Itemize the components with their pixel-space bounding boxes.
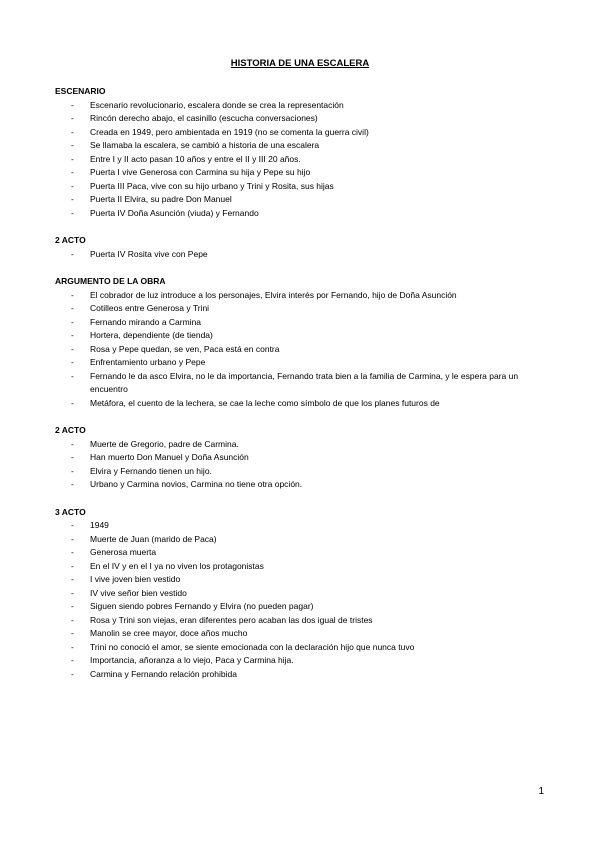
list-item <box>55 316 545 330</box>
list-item-text: Han muerto Don Manuel y Doña Asunción <box>90 452 249 462</box>
bullet-dash: - <box>71 438 74 449</box>
section-heading: 2 ACTO <box>55 235 86 245</box>
bullet-dash: - <box>71 303 74 313</box>
list-item <box>55 654 545 668</box>
bullet-dash: - <box>71 614 74 625</box>
bullet-list <box>55 99 545 221</box>
bullet-dash: - <box>71 668 74 679</box>
list-item-text: Rincón derecho abajo, el casinillo (escucha conversaciones) <box>90 113 318 123</box>
list-item-text: Elvira y Fernando tienen un hijo. <box>90 465 212 476</box>
list-item-text: Generosa muerta <box>90 547 157 557</box>
list-item <box>55 153 545 167</box>
bullet-list <box>55 519 545 681</box>
list-item <box>55 438 545 452</box>
bullet-dash: - <box>71 397 74 408</box>
list-item <box>55 478 545 492</box>
section <box>55 506 545 682</box>
list-item <box>55 573 545 587</box>
bullet-dash: - <box>71 655 74 665</box>
list-item-text: Escenario revolucionario, escalera donde se crea la representación <box>90 99 344 110</box>
bullet-dash: - <box>71 520 74 530</box>
bullet-dash: - <box>71 452 74 462</box>
list-item-text: Enfrentamiento urbano y Pepe <box>90 357 206 367</box>
bullet-dash: - <box>71 343 74 354</box>
bullet-dash: - <box>71 140 74 150</box>
list-item <box>55 370 545 397</box>
list-item-text: Muerte de Juan (marido de Paca) <box>90 533 217 544</box>
list-item-text: Creada en 1949, pero ambientada en 1919 (no se comenta la guerra civil) <box>90 126 369 137</box>
bullet-dash: - <box>71 180 74 191</box>
section <box>55 275 545 410</box>
list-item <box>55 627 545 641</box>
list-item-text: Metáfora, el cuento de la lechera, se cae la leche como símbolo de que los planes futuros de <box>90 397 440 408</box>
list-item <box>55 126 545 140</box>
list-item-text: Carmina y Fernando relación prohibida <box>90 668 237 679</box>
bullet-dash: - <box>71 547 74 557</box>
list-item-text: Rosa y Trini son viejas, eran diferentes pero acaban las dos igual de tristes <box>90 614 373 625</box>
list-item <box>55 166 545 180</box>
bullet-dash: - <box>71 289 74 300</box>
bullet-list <box>55 438 545 492</box>
bullet-dash: - <box>71 601 74 611</box>
list-item <box>55 99 545 113</box>
bullet-dash: - <box>71 113 74 123</box>
list-item-text: Importancia, añoranza a lo viejo, Paca y Carmina hija. <box>90 655 294 665</box>
bullet-dash: - <box>71 330 74 340</box>
bullet-dash: - <box>71 357 74 367</box>
list-item-text: Puerta I vive Generosa con Carmina su hija y Pepe su hijo <box>90 167 311 177</box>
bullet-dash: - <box>71 465 74 476</box>
section <box>55 85 545 220</box>
list-item <box>55 397 545 411</box>
bullet-dash: - <box>71 370 74 381</box>
list-item <box>55 614 545 628</box>
list-item-text: En el IV y en el I ya no viven los protagonistas <box>90 560 264 571</box>
list-item-text: Puerta III Paca, vive con su hijo urbano y Trini y Rosita, sus hijas <box>90 180 334 191</box>
list-item <box>55 533 545 547</box>
bullet-dash: - <box>71 560 74 571</box>
list-item-text: Rosa y Pepe quedan, se ven, Paca está en contra <box>90 343 280 354</box>
list-item-text: Fernando le da asco Elvira, no le da importancia, Fernando trata bien a la familia de Carmina, y le espera para un encuentro <box>90 370 519 394</box>
list-item <box>55 289 545 303</box>
list-item-text: 1949 <box>90 520 109 530</box>
bullet-dash: - <box>71 248 74 259</box>
list-item <box>55 546 545 560</box>
list-item <box>55 668 545 682</box>
bullet-dash: - <box>71 628 74 638</box>
list-item <box>55 600 545 614</box>
bullet-dash: - <box>71 167 74 177</box>
section <box>55 234 545 261</box>
bullet-dash: - <box>71 533 74 544</box>
bullet-dash: - <box>71 126 74 137</box>
bullet-dash: - <box>71 194 74 204</box>
list-item-text: Puerta IV Rosita vive con Pepe <box>90 248 208 259</box>
list-item <box>55 207 545 221</box>
section <box>55 424 545 492</box>
list-item <box>55 329 545 343</box>
section-heading: 3 ACTO <box>55 506 86 517</box>
section-heading: ESCENARIO <box>55 86 106 96</box>
section-heading: 2 ACTO <box>55 425 86 435</box>
bullet-dash: - <box>71 207 74 218</box>
list-item-text: IV vive señor bien vestido <box>90 587 187 598</box>
page-number: 1 <box>538 786 544 797</box>
list-item-text: Urbano y Carmina novios, Carmina no tiene otra opción. <box>90 479 303 489</box>
bullet-dash: - <box>71 574 74 584</box>
list-item-text: Puerta IV Doña Asunción (viuda) y Fernando <box>90 207 259 218</box>
list-item-text: Puerta II Elvira, su padre Don Manuel <box>90 194 232 204</box>
list-item <box>55 302 545 316</box>
bullet-list <box>55 248 545 262</box>
bullet-dash: - <box>71 316 74 327</box>
list-item <box>55 519 545 533</box>
list-item <box>55 180 545 194</box>
list-item-text: Muerte de Gregorio, padre de Carmina. <box>90 438 239 449</box>
list-item <box>55 451 545 465</box>
document-body <box>55 85 545 695</box>
document-title: HISTORIA DE UNA ESCALERA <box>230 58 370 69</box>
bullet-dash: - <box>71 641 74 652</box>
list-item <box>55 248 545 262</box>
list-item <box>55 112 545 126</box>
list-item <box>55 560 545 574</box>
list-item <box>55 193 545 207</box>
section-heading: ARGUMENTO DE LA OBRA <box>55 276 166 286</box>
list-item <box>55 356 545 370</box>
list-item-text: Cotilleos entre Generosa y Trini <box>90 303 210 313</box>
list-item <box>55 139 545 153</box>
list-item-text: Se llamaba la escalera, se cambió a historia de una escalera <box>90 140 320 150</box>
list-item <box>55 641 545 655</box>
list-item-text: Siguen siendo pobres Fernando y Elvira (no pueden pagar) <box>90 601 314 611</box>
bullet-list <box>55 289 545 411</box>
bullet-dash: - <box>71 99 74 110</box>
list-item-text: I vive joven bien vestido <box>90 574 181 584</box>
list-item-text: Fernando mirando a Carmina <box>90 316 202 327</box>
list-item-text: Entre I y II acto pasan 10 años y entre el II y III 20 años. <box>90 153 301 164</box>
list-item <box>55 587 545 601</box>
list-item <box>55 465 545 479</box>
list-item-text: El cobrador de luz introduce a los personajes, Elvira interés por Fernando, hijo de Doña Asunción <box>90 289 457 300</box>
list-item-text: Trini no conoció el amor, se siente emocionada con la declaración hijo que nunca tuvo <box>90 641 415 652</box>
bullet-dash: - <box>71 479 74 489</box>
bullet-dash: - <box>71 587 74 598</box>
list-item <box>55 343 545 357</box>
list-item-text: Manolin se cree mayor, doce años mucho <box>90 628 248 638</box>
bullet-dash: - <box>71 153 74 164</box>
list-item-text: Hortera, dependiente (de tienda) <box>90 330 213 340</box>
